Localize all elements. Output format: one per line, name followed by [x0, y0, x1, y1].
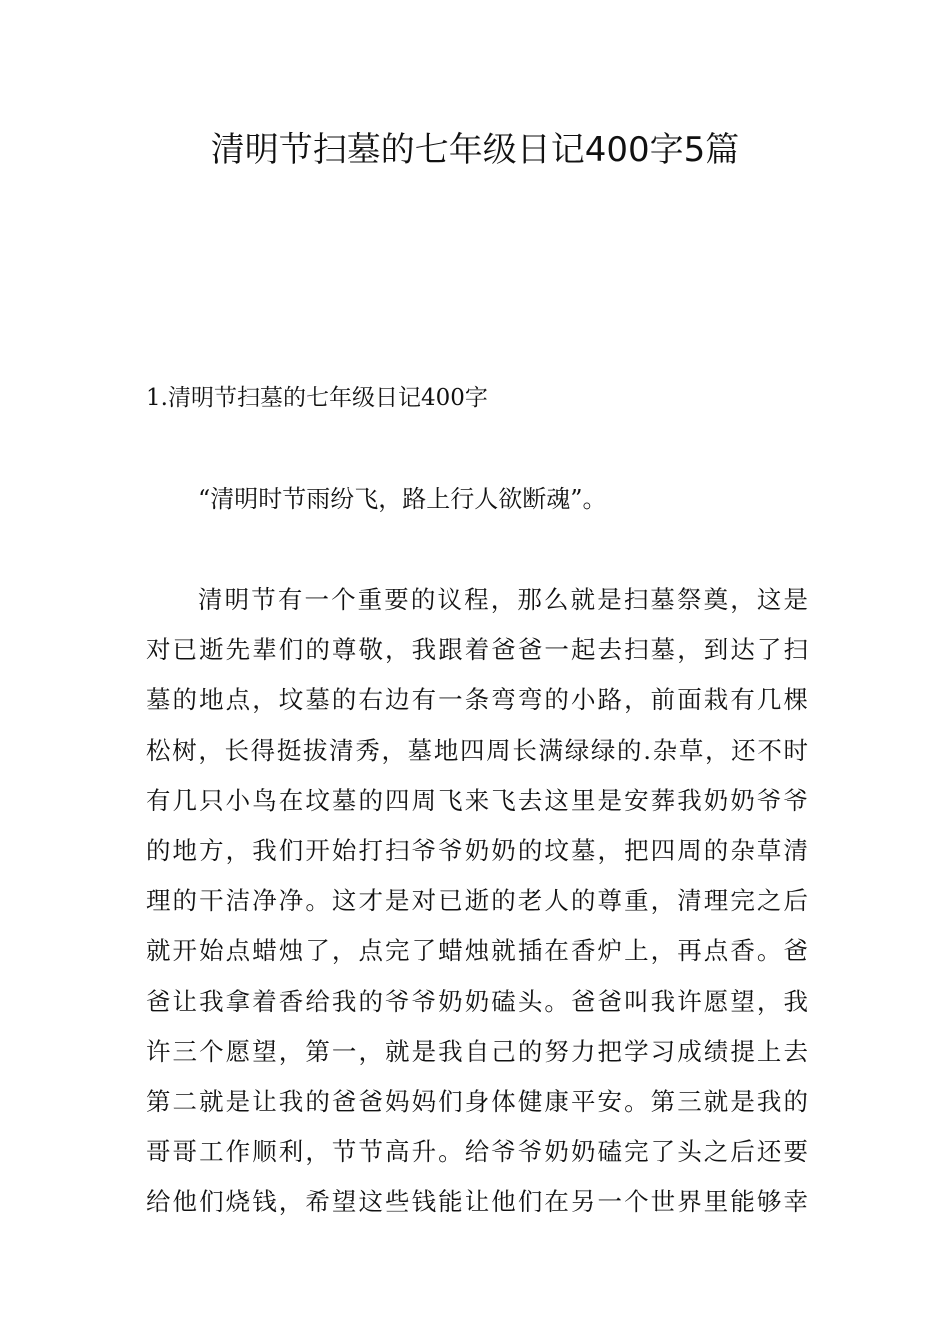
paragraph-line: 清明节有一个重要的议程，那么就是扫墓祭奠，这是 — [198, 585, 808, 614]
paragraph-line: 爸让我拿着香给我的爷爷奶奶磕头。爸爸叫我许愿望，我 — [146, 986, 808, 1016]
paragraph-line: 就开始点蜡烛了，点完了蜡烛就插在香炉上，再点香。爸 — [146, 936, 808, 966]
paragraph-line: 松树，长得挺拔清秀，墓地四周长满绿绿的.杂草，还不时 — [146, 735, 808, 765]
paragraph-line: 给他们烧钱，希望这些钱能让他们在另一个世界里能够幸 — [146, 1187, 808, 1217]
paragraph-line: 理的干洁净净。这才是对已逝的老人的尊重，清理完之后 — [146, 886, 808, 916]
body-paragraph — [146, 582, 808, 1234]
paragraph-line: 许三个愿望，第一，就是我自己的努力把学习成绩提上去 — [146, 1036, 808, 1066]
paragraph-line: 有几只小鸟在坟墓的四周飞来飞去这里是安葬我奶奶爷爷 — [146, 785, 808, 815]
section-heading: 1.清明节扫墓的七年级日记400字 — [146, 385, 488, 411]
paragraph-line: 对已逝先辈们的尊敬，我跟着爸爸一起去扫墓，到达了扫 — [146, 635, 808, 665]
paragraph-line: 墓的地点，坟墓的右边有一条弯弯的小路，前面栽有几棵 — [146, 685, 808, 715]
document-title: 清明节扫墓的七年级日记400字5篇 — [210, 130, 740, 170]
poem-quote: “清明时节雨纷飞，路上行人欲断魂”。 — [198, 485, 607, 513]
paragraph-line: 哥哥工作顺利，节节高升。给爷爷奶奶磕完了头之后还要 — [146, 1137, 808, 1167]
paragraph-line: 的地方，我们开始打扫爷爷奶奶的坟墓，把四周的杂草清 — [146, 835, 808, 865]
paragraph-line: 第二就是让我的爸爸妈妈们身体健康平安。第三就是我的 — [146, 1086, 808, 1116]
